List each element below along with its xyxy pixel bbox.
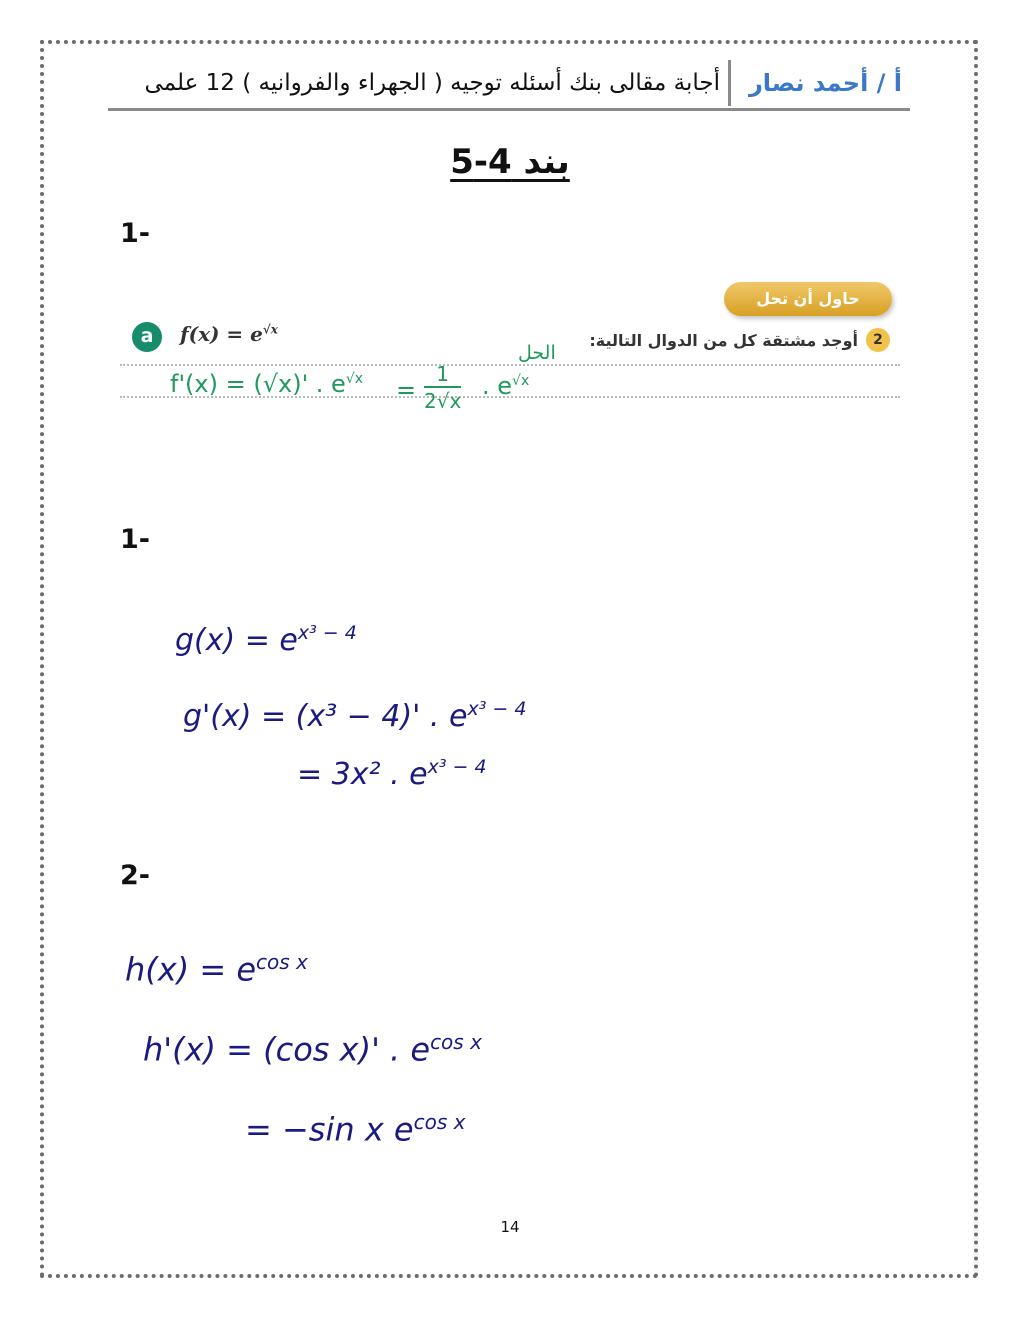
section-title — [0, 142, 1020, 182]
author-name: أ / أحمد نصار — [728, 60, 910, 106]
solution-label: الحل — [518, 342, 556, 364]
question-number-1b: 1- — [120, 524, 150, 555]
handwritten-solution-g: $g(x) = e^{x^3 - 4}$ g'(x) = (x³ − 4)' . $e^{x^3 - 4}$ = 3x² . $e^{x^3 - 4}$ — [175, 622, 527, 792]
page-number: 14 — [500, 1218, 520, 1236]
exercise-number: 2 — [866, 328, 890, 352]
textbook-excerpt — [120, 280, 900, 440]
page-header — [108, 58, 910, 111]
exercise-text: أوجد مشتقة كل من الدوال التالية: — [589, 330, 858, 350]
dotted-rule — [120, 364, 900, 366]
part-a-badge: a — [132, 322, 162, 352]
question-number-2: 2- — [120, 860, 150, 891]
function-definition: $f(x) = e^{√x}$ — [180, 322, 278, 346]
question-number-1a: 1- — [120, 218, 150, 249]
section-title-text: بند 4-5 — [450, 142, 570, 182]
try-to-solve-label: حاول أن تحل — [724, 282, 892, 316]
handwritten-solution-f: f'(x) = (√x)' . $e^{√x}$ = 1 2√x . $e^{√x}$ — [170, 362, 530, 413]
exercise-prompt — [589, 328, 890, 352]
document-title: أجابة مقالى بنك أسئله توجيه ( الجهراء والفروانيه ) 12 علمى — [144, 70, 720, 96]
handwritten-solution-h: $h(x) = e^{cos x}$ h'(x) = (cos x)' . $e^{cos x}$ = −sin x $e^{cos x}$ — [125, 950, 482, 1149]
